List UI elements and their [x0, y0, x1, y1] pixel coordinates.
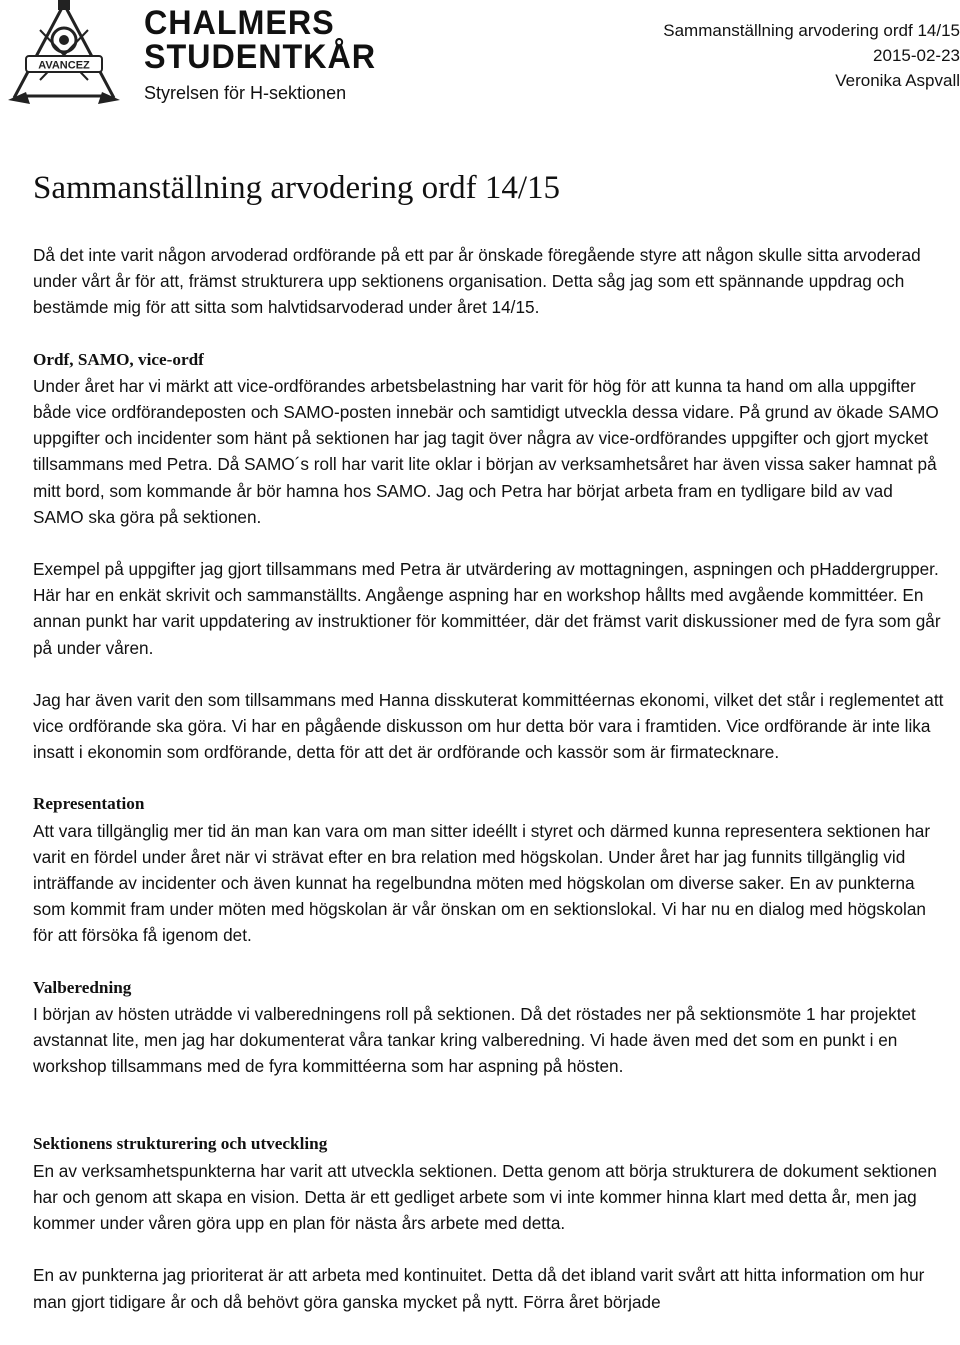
seal-text: AVANCEZ: [38, 59, 90, 72]
logo-subtitle: Styrelsen för H-sektionen: [144, 83, 347, 103]
paragraph: En av punkterna jag prioriterat är att arbeta med kontinuitet. Detta då det ibland varit svårt att hitta information om hur man gjort tidigare år och då behövt göra ganska mycket på nytt. Förra året började: [33, 1265, 925, 1312]
section-strukturering: [33, 1131, 945, 1314]
section-heading: Valberedning: [33, 977, 132, 997]
paragraph: Jag har även varit den som tillsammans med Hanna disskuterat kommittéernas ekonomi, vilket det står i reglementet att vice ordförande ska göra. Vi har en pågående diskusson om hur detta bör vara i framtiden. Vice ordförande är inte lika insatt i ekonomin som ordförande, detta för att det är ordförande och kassör som är firmatecknare.: [33, 689, 944, 763]
chalmers-studentkar-logo: [0, 0, 377, 110]
paragraph: Exempel på uppgifter jag gjort tillsammans med Petra är utvärdering av mottagningen, aspningen och pHaddergrupper. Här har en enkät skrivit och sammanställts. Angåenge aspning har en workshop hållts med avgående kommittéer. En annan punkt har varit uppdatering av instruktioner för kommittéer, där det främst varit diskussioner med de fyra som går på under våren.: [33, 559, 941, 658]
document-title: Sammanställning arvodering ordf 14/15: [33, 170, 560, 206]
section-valberedning: [33, 975, 945, 1080]
section-heading: Representation: [33, 794, 145, 814]
avancez-seal-icon: [0, 0, 128, 110]
intro-paragraph: Då det inte varit någon arvoderad ordförande på ett par år önskade föregående styre att någon skulle sitta arvoderad under vårt år för att, främst strukturera upp sektionens organisation. Detta såg jag som ett spännande uppdrag och bestämde mig för att sitta som halvtidsarvoderad under året 14/15.: [33, 245, 921, 318]
section-ordf-samo: [33, 347, 945, 766]
paragraph: Att vara tillgänglig mer tid än man kan vara om man sitter ideéllt i styret och därmed kunna representera sektionen har varit en fördel under året när vi strävat efter en bra relation med högskolan. Under året har jag funnits tillgänglig vid inträffande av incidenter och även kunnat ha regelbundna möten med högskolan om diverse saker. En av punkterna som kommit fram under möten med högskolan är vår önskan om en sektionslokal. Vi har nu en dialog med högskolan för att försöka få igenom det.: [33, 820, 931, 946]
document-body: [33, 242, 945, 1315]
header-title: Sammanställning arvodering ordf 14/15: [663, 21, 960, 40]
document-meta: [663, 18, 960, 93]
paragraph: I början av hösten uträdde vi valberedningens roll på sektionen. Då det röstades ner på sektionsmöte 1 har projektet avstannat lite, men jag har dokumenterat våra tankar kring valberedning. Vi hade även med det som en punkt i en workshop tillsammans med de fyra kommittéerna som har aspning på hösten.: [33, 1003, 916, 1077]
logo-chalmers: CHALMERS: [144, 4, 335, 42]
paragraph: En av verksamhetspunkterna har varit att utveckla sektionen. Detta genom att börja strukturera de dokument sektionen har och genom att skapa en vision. Detta är ett gedliget arbete som vi inte kommer hinna klart med detta år, men jag kommer under våren göra upp en plan för nästa års arbete med detta.: [33, 1160, 937, 1234]
section-representation: [33, 791, 945, 948]
logo-studentkar: STUDENTKÅR: [144, 38, 377, 76]
section-heading: Ordf, SAMO, vice-ordf: [33, 349, 204, 369]
section-heading: Sektionens strukturering och utveckling: [33, 1134, 328, 1154]
header-author: Veronika Aspvall: [835, 71, 960, 90]
header-date: 2015-02-23: [873, 46, 960, 65]
paragraph: Under året har vi märkt att vice-ordförandes arbetsbelastning har varit för hög för att kunna ta hand om alla uppgifter både vice ordförandeposten och SAMO-posten innebär och samtidigt utveckla dessa vidare. På grund av ökade SAMO uppgifter och incidenter som hänt på sektionen har jag tagit över några av vice-ordförandes uppgifter och gjort mycket tillsammans med Petra. Då SAMO´s roll har varit lite oklar i början av verksamhetsåret har även vissa saker hamnat på mitt bord, som kommande år bör hamna hos SAMO. Jag och Petra har börjat arbeta fram en tydligare bild av vad SAMO ska göra på sektionen.: [33, 375, 939, 527]
